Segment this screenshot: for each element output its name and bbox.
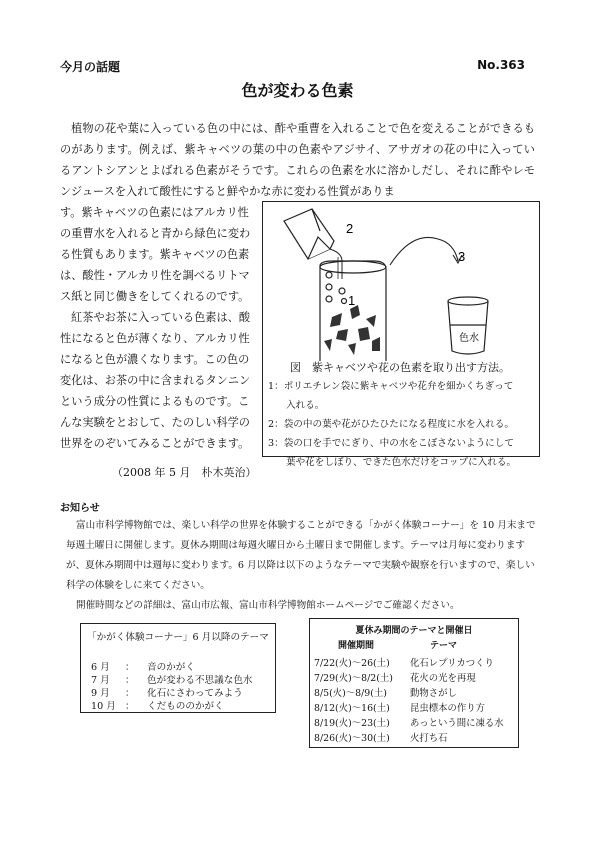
step-2: 2：袋の中の葉や花がひたひたになる程度に水を入れる。 (268, 419, 514, 430)
body-paragraph-1: す。紫キャベツの色素にはアルカリ性の重曹水を入れると青から緑色に変わる性質もあります。紫キャベツの色素は、酸性・アルカリ性を調べるリトマス紙と同じ働きをしてくれるのです。 (60, 206, 251, 303)
list-item: 9 月 ： 化石にさわってみよう (91, 688, 243, 699)
summer-themes-box (309, 618, 519, 748)
issue-number: No.363 (477, 58, 525, 72)
table-row: 8/26(火)～30(土) 火打ち石 (314, 733, 448, 744)
list-item: 6 月 ： 音のかがく (91, 662, 195, 673)
table-row: 7/22(火)～26(土) 化石レプリカつくり (314, 658, 494, 669)
step-1: 1：ポリエチレン袋に紫キャベツや花弁を細かくちぎって (268, 381, 514, 392)
signature: （2008 年 5 月 朴木英治） (112, 466, 257, 479)
body-paragraph-2: 紅茶やお茶に入っている色素は、酸性になると色が薄くなり、アルカリ性になると色が濃くなります。この色の変化は、お茶の中に含まれるタンニンという成分の性質によるものです。こんな実験をとおして、たのしい科学の世界をのぞいてみることができます。 (60, 311, 251, 450)
step-3: 3：袋の口を手でにぎり、中の水をこぼさないようにして (268, 438, 514, 449)
figure-caption: 図 紫キャベツや花の色素を取り出す方法。 (290, 361, 510, 374)
figure-label-3: 3 (458, 249, 466, 264)
summer-themes-title: 夏休み期間のテーマと開催日 (355, 626, 473, 636)
column-header-theme: テーマ (430, 641, 458, 651)
cup-label: 色水 (459, 333, 479, 344)
page-title: 色が変わる色素 (241, 81, 354, 100)
section-label: 今月の話題 (60, 60, 121, 74)
left-column (60, 202, 252, 454)
notice-paragraph-2: 開催時間などの詳細は、富山市広報、富山市科学博物館ホームページでご確認ください。 (76, 600, 460, 611)
step-1-cont: 入れる。 (286, 400, 325, 411)
notice-body (66, 516, 536, 616)
figure-steps (268, 377, 540, 472)
cup-icon (448, 297, 488, 354)
intro-paragraph: 植物の花や葉に入っている色の中には、酢や重曹を入れることで色を変えることができるものがあります。例えば、紫キャベツの葉の中の色素やアジサイ、アサガオの花の中に入っているアントシアンとよばれる色素がそうです。これらの色素を水に溶かしだし、それに酢やレモンジュースを入れて酸性にすると鮮やかな赤に変わる性質がありま (60, 122, 535, 198)
step-3-cont: 葉や花をしぼり、できた色水だけをコップに入れる。 (286, 457, 517, 468)
pouring-vessel-icon (284, 209, 334, 259)
list-item: 10 月 ： くだもののかがく (91, 701, 224, 712)
monthly-themes-box (80, 623, 276, 713)
table-row: 8/12(火)～16(土) 昆虫標本の作り方 (314, 703, 486, 714)
notice-paragraph-1: 富山市科学博物館では、楽しい科学の世界を体験することができる「かがく体験コーナー」を 10 月末まで毎週土曜日に開催します。夏休み期間は毎週火曜日から土曜日まで開催します。テーマは月毎に変わりますが、夏休み期間中は週毎に変わります。6 月以降は以下のようなテーマで実験や観察を行いますので、楽しい科学の体験をしに来てください。 (66, 520, 536, 591)
table-row: 8/5(火)～8/9(土) 動物さがし (314, 688, 457, 699)
figure-label-2: 2 (346, 221, 354, 236)
notice-heading: お知らせ (60, 503, 100, 514)
arrow-icon (390, 237, 458, 265)
monthly-themes-title: 「かがく体験コーナー」6 月以降のテーマ (87, 632, 269, 643)
figure-label-1: 1 (348, 293, 356, 308)
table-row: 8/19(火)～23(土) あっという間に凍る水 (314, 718, 504, 729)
list-item: 7 月 ： 色が変わる不思議な色水 (91, 675, 253, 686)
table-row: 7/29(火)～8/2(土) 花火の光を再現 (314, 673, 476, 684)
column-header-period: 開催期間 (338, 641, 375, 651)
experiment-illustration (262, 201, 540, 361)
leaf-fragments (324, 305, 380, 355)
